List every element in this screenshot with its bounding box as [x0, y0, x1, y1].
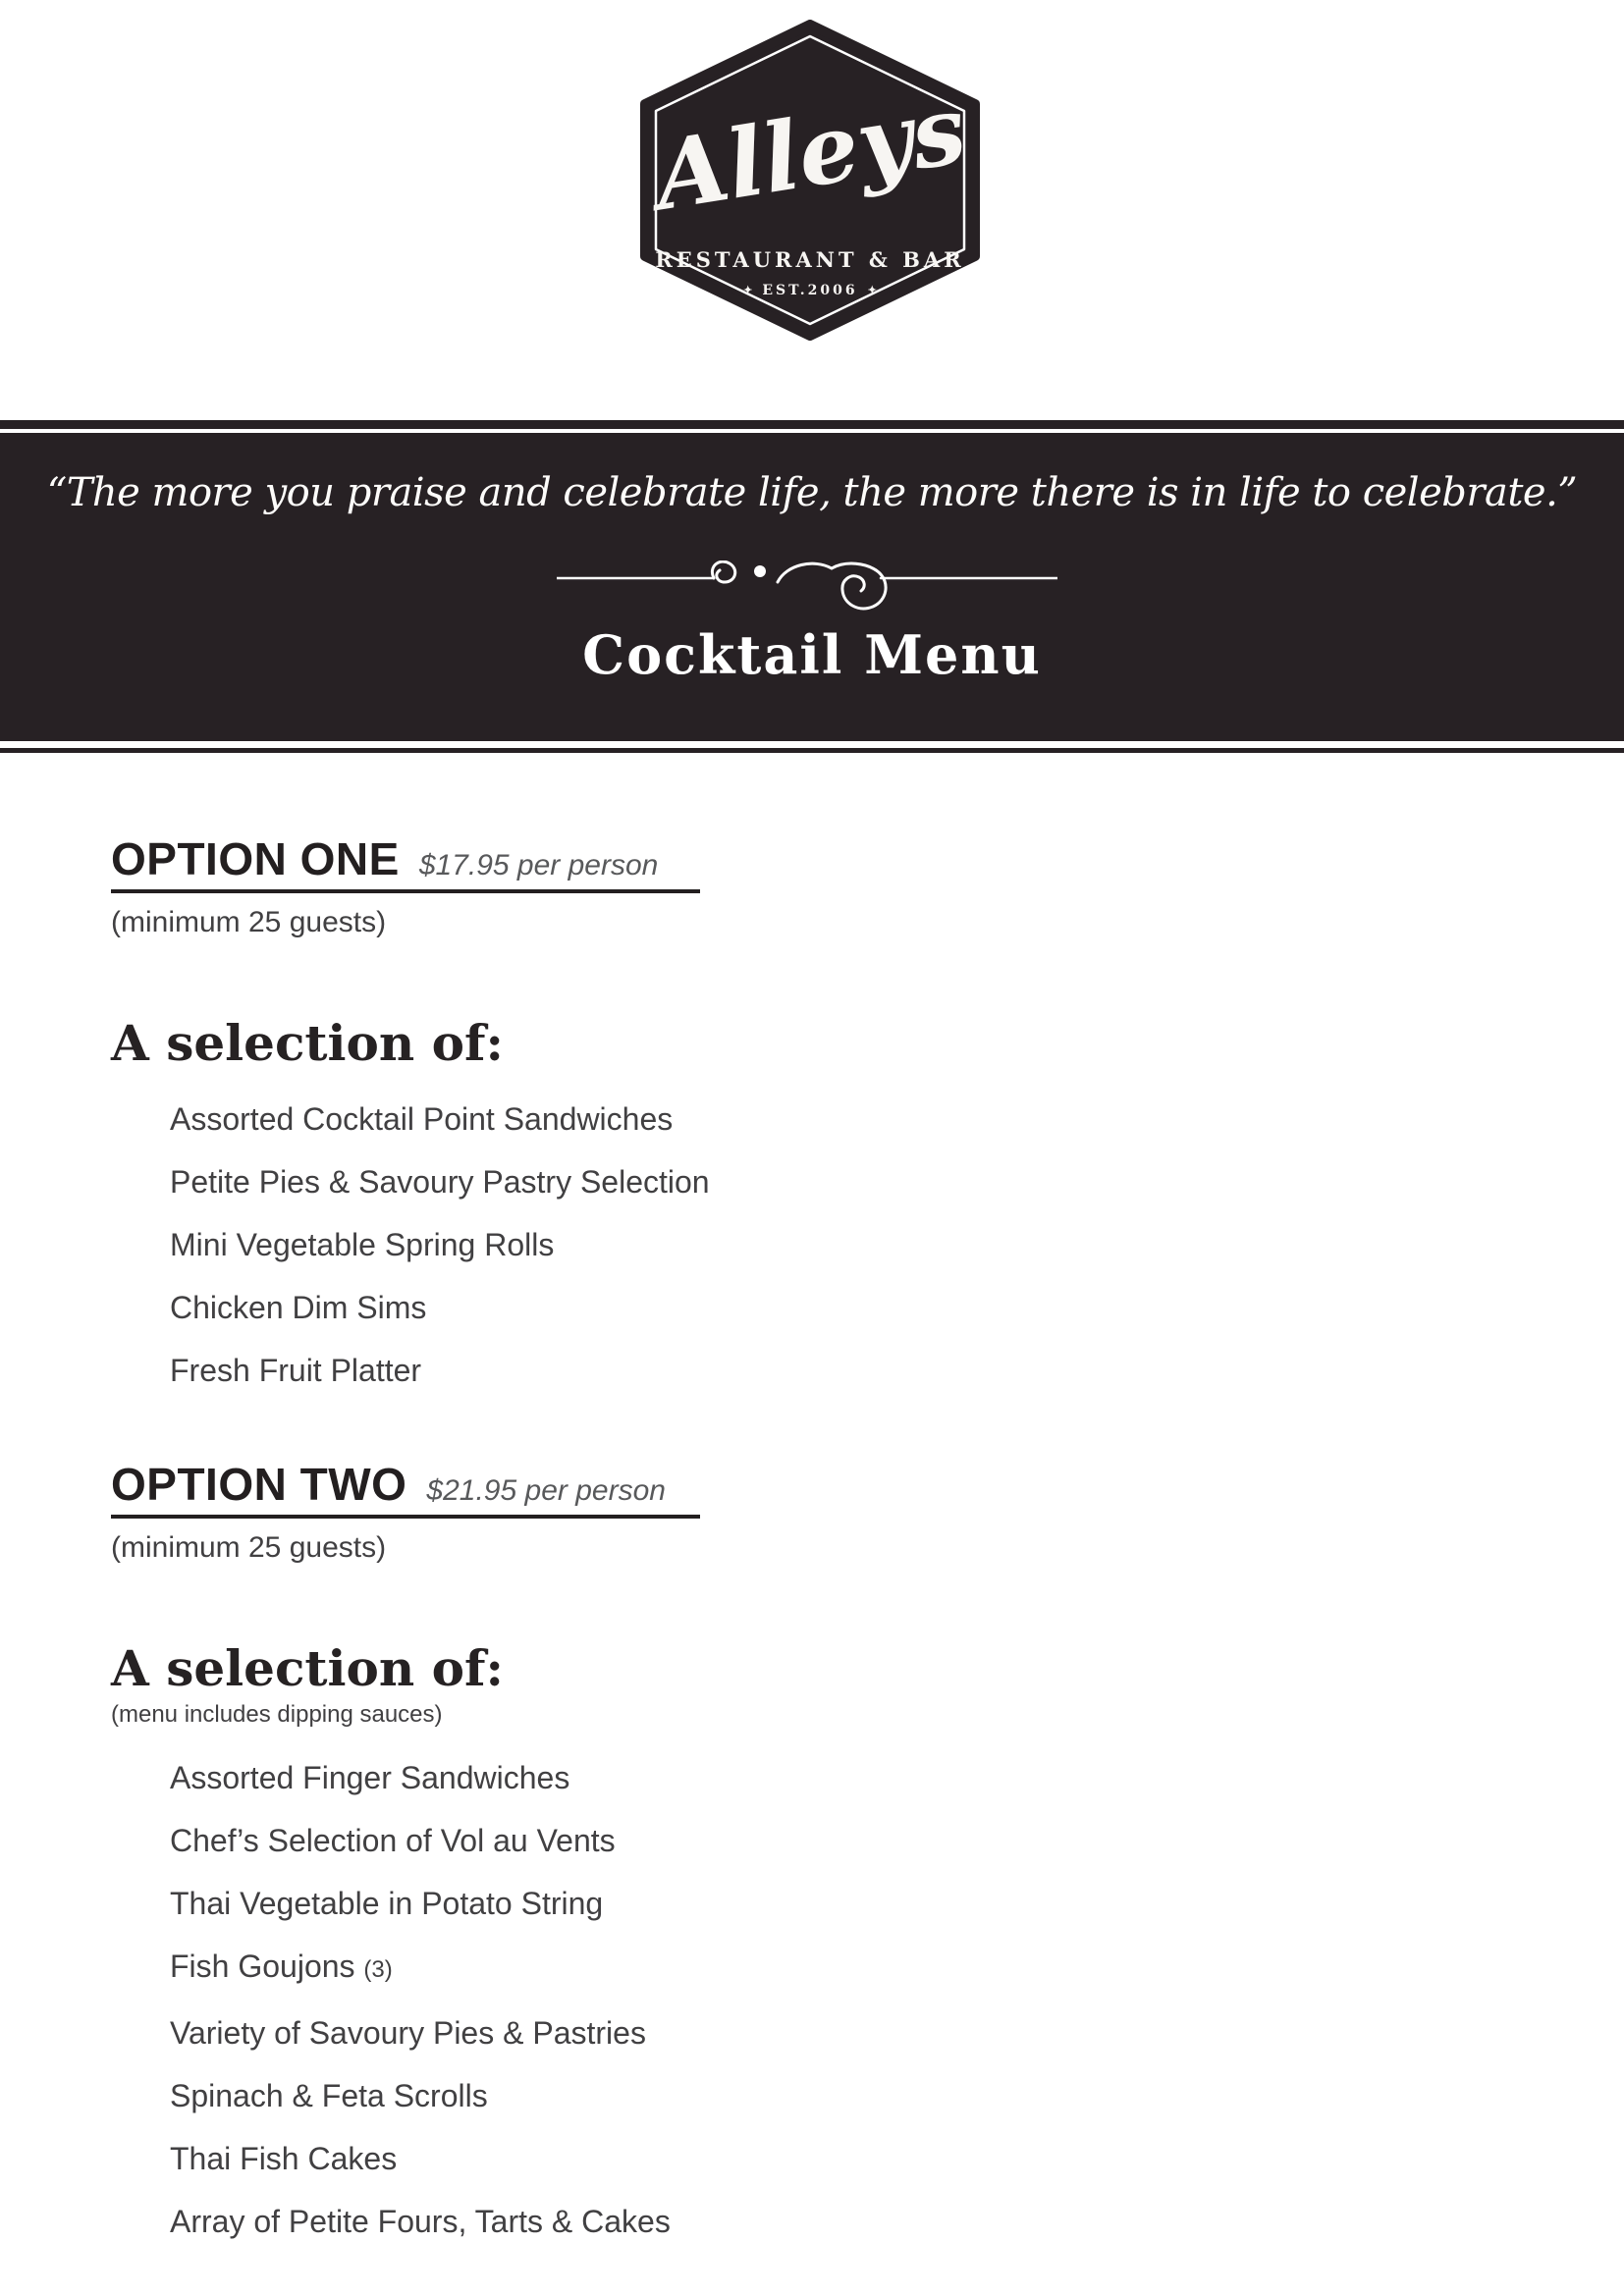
banner-bottom-stripe [0, 748, 1624, 753]
menu-item: Spinach & Feta Scrolls [170, 2078, 488, 2113]
diamond-icon: ✦ [867, 284, 877, 296]
menu-item: Variety of Savoury Pies & Pastries [170, 2015, 646, 2051]
menu-item: Petite Pies & Savoury Pastry Selection [170, 1164, 710, 1200]
menu-item: Fresh Fruit Platter [170, 1353, 422, 1388]
menu-item: Chef’s Selection of Vol au Vents [170, 1823, 616, 1858]
restaurant-subtitle: RESTAURANT & BAR [655, 247, 965, 272]
menu-item: Mini Vegetable Spring Rolls [170, 1227, 555, 1262]
option-one-section [111, 833, 1515, 1402]
menu-item: Assorted Finger Sandwiches [170, 1760, 570, 1795]
option-heading-row [111, 1459, 1515, 1510]
selection-subheading: A selection of: [111, 1014, 504, 1072]
heading-underline [111, 1515, 700, 1519]
minimum-guests-note: (minimum 25 guests) [111, 1531, 387, 1564]
divider-flourish-icon [557, 561, 1057, 629]
menu-item: Thai Vegetable in Potato String [170, 1886, 604, 1921]
option-price: $17.95 per person [418, 849, 659, 881]
option-heading-row [111, 833, 1515, 884]
restaurant-badge [640, 20, 980, 341]
diamond-icon: ✦ [743, 284, 753, 296]
quote-text: “The more you praise and celebrate life, the more there is in life to celebrate.” [46, 470, 1578, 515]
option-heading: OPTION TWO [111, 1459, 407, 1510]
item-count: (3) [363, 1956, 393, 1983]
restaurant-name: Alleys [646, 73, 973, 233]
option-price: $21.95 per person [426, 1474, 666, 1507]
menu-item: Assorted Cocktail Point Sandwiches [170, 1101, 674, 1137]
option-heading: OPTION ONE [111, 833, 400, 884]
menu-item: Array of Petite Fours, Tarts & Cakes [170, 2204, 671, 2239]
quote-banner [0, 433, 1624, 741]
badge-established-row [640, 283, 980, 298]
selection-subheading: A selection of: [111, 1639, 504, 1697]
menu-title: Cocktail Menu [582, 623, 1042, 686]
selection-subnote: (menu includes dipping sauces) [111, 1701, 443, 1728]
menu-item-list [111, 1746, 1515, 2253]
menu-item-text: Fish Goujons [170, 1949, 364, 1984]
menu-item-list [111, 1088, 1515, 1402]
option-two-section [111, 1459, 1515, 2253]
menu-item [170, 1935, 1515, 2002]
menu-item: Thai Fish Cakes [170, 2141, 398, 2176]
minimum-guests-note: (minimum 25 guests) [111, 906, 387, 938]
badge-est-text: EST.2006 [762, 283, 858, 298]
heading-underline [111, 889, 700, 893]
menu-item: Chicken Dim Sims [170, 1290, 427, 1325]
banner-top-stripe [0, 420, 1624, 429]
